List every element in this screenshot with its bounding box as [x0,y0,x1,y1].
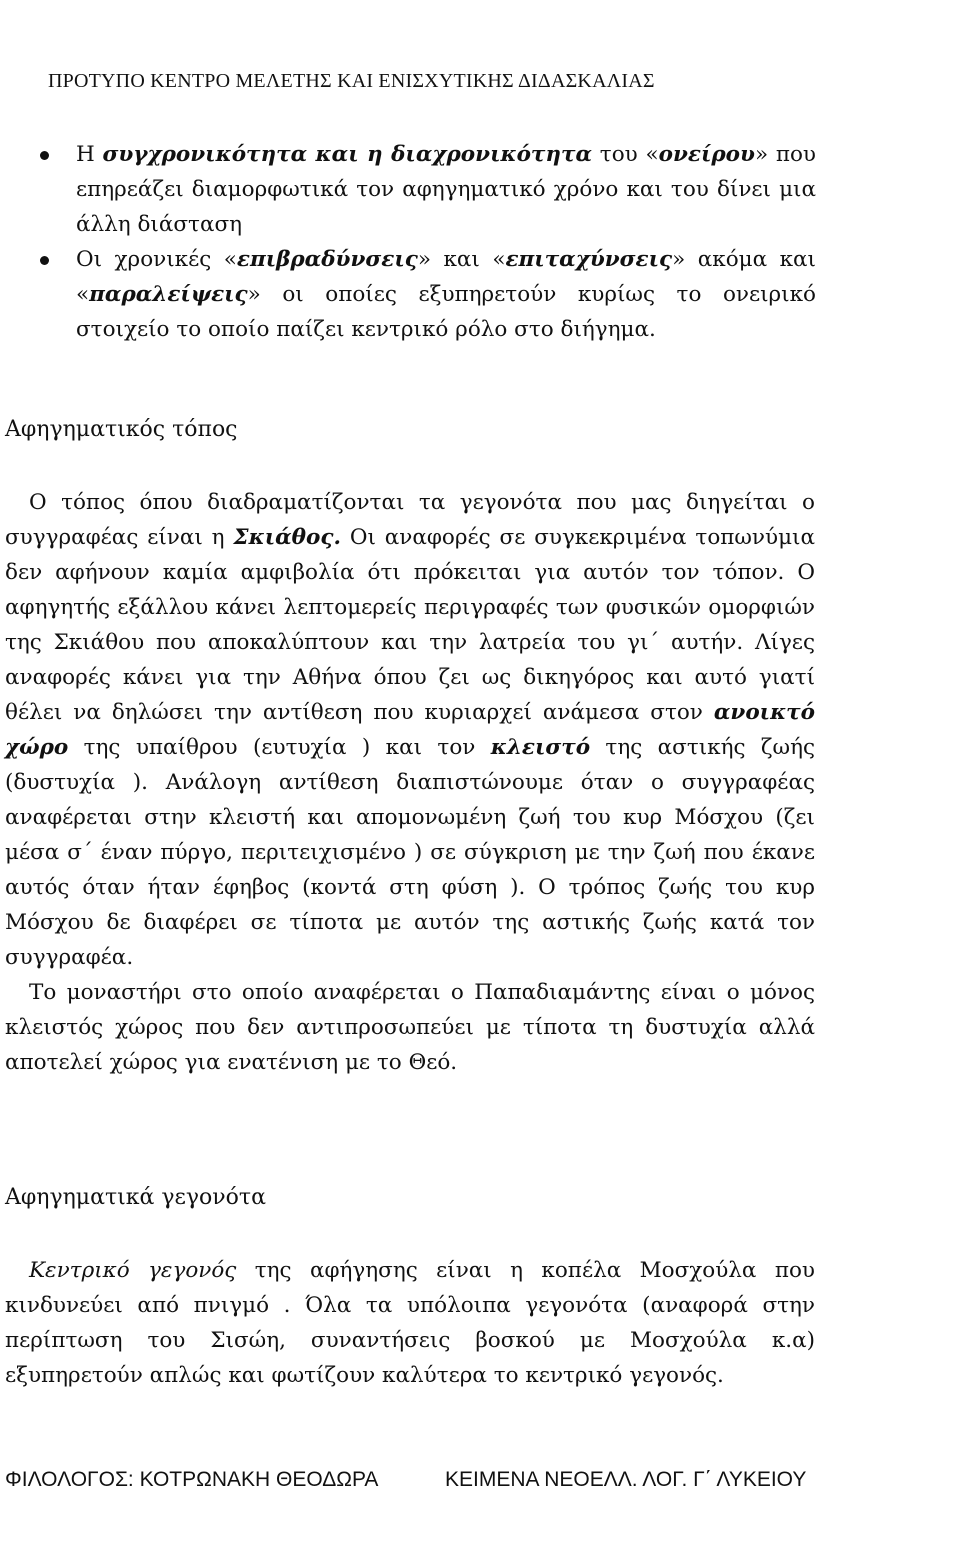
bullet-2-text-a: Οι χρονικές « [76,247,237,272]
emph-central-event: Κεντρικό γεγονός [29,1258,237,1283]
paragraph-events [5,1253,815,1393]
paragraph-place-1 [5,485,815,975]
section-place-body [5,485,815,1080]
text-run: της υπαίθρου (ευτυχία ) και τον [68,735,491,760]
bullet-dot-icon [40,151,49,160]
footer-course: ΚΕΙΜΕΝΑ ΝΕΟΕΛΛ. ΛΟΓ. Γ΄ ΛΥΚΕΙΟΥ [445,1468,807,1491]
text-run: της αστικής ζωής (δυστυχία ). Ανάλογη αντίθεση διαπιστώνουμε όταν ο συγγραφέας αναφέρεται στην κλειστή και απομονωμένη ζωή του κυρ Μόσχου (ζει μέσα σ΄ έναν πύργο, περιτειχισμένο ) σε σύγκριση με την ζωή που έκανε αυτός όταν ήταν έφηβος (κοντά στη φύση ). Ο τρόπος ζωής του κυρ Μόσχου δε διαφέρει σε τίποτα με αυτόν της αστικής ζωής κατά τον συγγραφέα. [5,735,815,970]
bullet-1-text-b: του « [592,142,659,167]
bullet-2-emph-a: επιβραδύνσεις [236,247,418,272]
bullet-list [40,137,816,347]
bullet-2-emph-c: παραλείψεις [89,282,248,307]
paragraph-place-2: Το μοναστήρι στο οποίο αναφέρεται ο Παπαδιαμάντης είναι ο μόνος κλειστός χώρος που δεν αντιπροσωπεύει με τίποτα τη δυστυχία αλλά αποτελεί χώρος για ενατένιση με το Θεό. [5,980,815,1075]
footer-author: ΦΙΛΟΛΟΓΟΣ: ΚΟΤΡΩΝΑΚΗ ΘΕΟΔΩΡΑ [5,1468,379,1491]
bullet-2-text-c: » ακόμα και « [76,247,816,307]
bullet-dot-icon [40,256,49,265]
text-run: της αφήγησης είναι η κοπέλα Μοσχούλα που κινδυνεύει από πνιγμό . Όλα τα υπόλοιπα γεγονότα (αναφορά στην περίπτωση του Σισώη, συναντήσεις βοσκού με Μοσχούλα κ.α) εξυπηρετούν απλώς και φωτίζουν καλύτερα το κεντρικό γεγονός. [5,1258,816,1388]
bullet-1-emph-b: ονείρου [658,142,755,167]
text-run: Ο τόπος όπου διαδραματίζονται τα γεγονότα που μας διηγείται ο συγγραφέας είναι η [5,490,815,550]
emph-closed: κλειστό [490,735,591,760]
emph-skiathos: Σκιάθος. [233,525,341,550]
bullet-2-emph-b: επιταχύνσεις [505,247,673,272]
bullet-item-1 [40,137,816,242]
bullet-1-emph-a: συγχρονικότητα και η διαχρονικότητα [102,142,593,167]
bullet-2-text-b: » και « [417,247,506,272]
bullet-item-2 [40,242,816,347]
section-events-body [5,1253,815,1393]
heading-narrative-events: Αφηγηματικά γεγονότα [5,1185,266,1210]
emph-open-space: ανοικτό χώρο [5,700,815,760]
bullet-2-text-d: » οι οποίες εξυπηρετούν κυρίως το ονειρικό στοιχείο το οποίο παίζει κεντρικό ρόλο στο διήγημα. [76,282,816,342]
heading-narrative-place: Αφηγηματικός τόπος [5,417,238,442]
text-run: Οι αναφορές σε συγκεκριμένα τοπωνύμια δεν αφήνουν καμία αμφιβολία ότι πρόκειται για αυτόν τον τόπον. Ο αφηγητής εξάλλου κάνει λεπτομερείς περιγραφές των φυσικών ομορφιών της Σκιάθου που αποκαλύπτουν και την λατρεία του γι΄ αυτήν. Λίγες αναφορές κάνει για την Αθήνα όπου ζει ως δικηγόρος και αυτό γιατί θέλει να δηλώσει την αντίθεση που κυριαρχεί ανάμεσα στον [5,525,815,725]
bullet-1-text-a: Η [76,142,103,167]
bullet-1-text-c: » που επηρεάζει διαμορφωτικά τον αφηγηματικό χρόνο και του δίνει μια άλλη διάσταση [76,142,816,237]
page-header: ΠΡΟΤΥΠΟ ΚΕΝΤΡΟ ΜΕΛΕΤΗΣ ΚΑΙ ΕΝΙΣΧΥΤΙΚΗΣ ΔΙΔΑΣΚΑΛΙΑΣ [48,70,655,92]
